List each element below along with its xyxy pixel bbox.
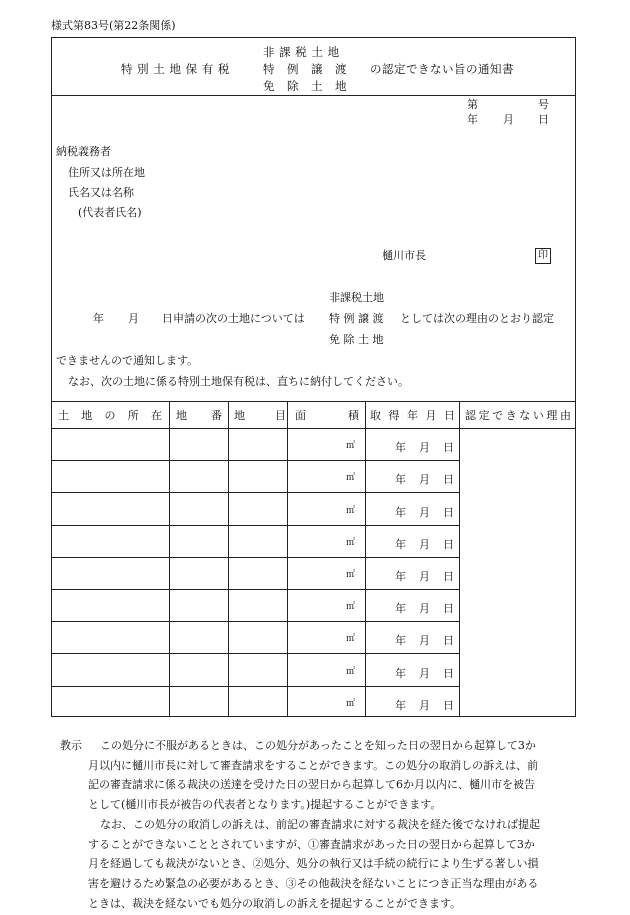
acq-month: 月 <box>419 634 430 648</box>
acq-year: 年 <box>395 602 406 616</box>
acq-day: 日 <box>443 634 454 648</box>
body-line-3: なお、次の土地に係る特別土地保有税は、直ちに納付してください。 <box>68 375 409 388</box>
title-option-1: 非 課 税 土 地 <box>263 45 340 59</box>
table-column-line <box>365 401 366 717</box>
header-reason: 認定できない理由 <box>465 409 571 422</box>
title-option-2: 特 例 譲 渡 <box>263 62 347 76</box>
body-option-2: 特 例 譲 渡 <box>329 312 384 325</box>
acq-month: 月 <box>419 666 430 680</box>
taxpayer-name-label: 氏名又は名称 <box>68 186 134 199</box>
table-header-border <box>52 428 575 429</box>
area-unit: ㎡ <box>346 441 356 452</box>
table-column-line <box>287 401 288 717</box>
acq-day: 日 <box>443 473 454 487</box>
doc-no-label: 第 <box>467 98 478 111</box>
header-lot-number: 地番 <box>176 409 222 422</box>
acq-month: 月 <box>419 569 430 583</box>
table-row-line <box>52 525 459 526</box>
notice-line: 月を経過しても裁決がないとき、②処分、処分の執行又は手続の続行により生ずる著しい損 <box>88 857 539 871</box>
body-after: としては次の理由のとおり認定 <box>400 312 554 325</box>
table-row-line <box>52 589 459 590</box>
acq-month: 月 <box>419 473 430 487</box>
header-land-category: 地目 <box>234 409 286 422</box>
notice-line: この処分に不服があるときは、この処分があったことを知った日の翌日から起算して3か <box>100 739 536 752</box>
acq-day: 日 <box>443 698 454 712</box>
header-acquisition-date: 取得年月日 <box>370 409 455 422</box>
table-column-line <box>228 401 229 717</box>
seal-mark: 印 <box>535 248 551 264</box>
issuer-name: 樋川市長 <box>382 249 426 262</box>
body-option-1: 非課税土地 <box>329 291 384 304</box>
acq-day: 日 <box>443 505 454 519</box>
acq-month: 月 <box>419 698 430 712</box>
body-option-3: 免 除 土 地 <box>329 333 384 346</box>
acq-month: 月 <box>419 602 430 616</box>
taxpayer-heading: 納税義務者 <box>56 145 111 158</box>
acq-month: 月 <box>419 505 430 519</box>
header-area: 面積 <box>295 409 359 422</box>
table-row-line <box>52 686 459 687</box>
notice-line: 記の審査請求に係る裁決の送達を受けた日の翌日から起算して6か月以内に、樋川市を被告 <box>88 778 535 792</box>
acq-year: 年 <box>395 505 406 519</box>
taxpayer-representative-label: (代表者氏名) <box>78 206 142 219</box>
acq-year: 年 <box>395 537 406 551</box>
acq-month: 月 <box>419 441 430 455</box>
notice-label: 教示 <box>60 739 82 752</box>
table-column-line <box>459 401 460 717</box>
body-month: 月 <box>128 312 139 325</box>
acq-year: 年 <box>395 634 406 648</box>
table-row-line <box>52 557 459 558</box>
table-row-line <box>52 492 459 493</box>
form-number: 様式第83号(第22条関係) <box>51 19 176 32</box>
table-row-line <box>52 653 459 654</box>
acq-year: 年 <box>395 569 406 583</box>
notice-line: として(樋川市長が被告の代表者となります。)提起することができます。 <box>88 798 442 812</box>
acq-year: 年 <box>395 698 406 712</box>
acq-year: 年 <box>395 473 406 487</box>
notice-line: 害を避けるため緊急の必要があるとき、③その他裁決を経ないことにつき正当な理由がある <box>88 876 539 890</box>
doc-date-day: 日 <box>538 113 549 126</box>
acq-day: 日 <box>443 537 454 551</box>
area-unit: ㎡ <box>346 505 356 516</box>
acq-month: 月 <box>419 537 430 551</box>
taxpayer-address-label: 住所又は所在地 <box>68 166 145 179</box>
area-unit: ㎡ <box>346 666 356 677</box>
acq-day: 日 <box>443 441 454 455</box>
title-suffix: の認定できない旨の通知書 <box>370 62 514 76</box>
body-before: 日申請の次の土地については <box>162 312 305 325</box>
notice-line: することができないこととされていますが、①審査請求があった日の翌日から起算して3か <box>88 837 535 851</box>
notice-line: なお、この処分の取消しの訴えは、前記の審査請求に対する裁決を経た後でなければ提起 <box>100 817 540 831</box>
area-unit: ㎡ <box>346 569 356 580</box>
area-unit: ㎡ <box>346 634 356 645</box>
area-unit: ㎡ <box>346 602 356 613</box>
table-top-border <box>52 401 575 402</box>
acq-year: 年 <box>395 666 406 680</box>
body-year: 年 <box>93 312 104 325</box>
table-column-line <box>169 401 170 717</box>
doc-date-month: 月 <box>503 113 514 126</box>
title-divider <box>52 95 575 96</box>
acq-day: 日 <box>443 666 454 680</box>
area-unit: ㎡ <box>346 537 356 548</box>
header-location: 土地の所在 <box>58 409 162 422</box>
doc-no-suffix: 号 <box>538 98 549 111</box>
notice-line: ときは、裁決を経ないでも処分の取消しの訴えを提起することができます。 <box>88 896 462 910</box>
title-option-3: 免 除 土 地 <box>263 79 347 93</box>
acq-day: 日 <box>443 569 454 583</box>
table-row-line <box>52 460 459 461</box>
area-unit: ㎡ <box>346 473 356 484</box>
table-row-line <box>52 621 459 622</box>
acq-year: 年 <box>395 441 406 455</box>
area-unit: ㎡ <box>346 698 356 709</box>
body-line-2: できませんので通知します。 <box>56 354 199 367</box>
title-prefix: 特 別 土 地 保 有 税 <box>121 62 230 76</box>
doc-date-year: 年 <box>467 113 478 126</box>
notice-line: 月以内に樋川市長に対して審査請求をすることができます。この処分の取消しの訴えは、前 <box>88 758 539 772</box>
acq-day: 日 <box>443 602 454 616</box>
